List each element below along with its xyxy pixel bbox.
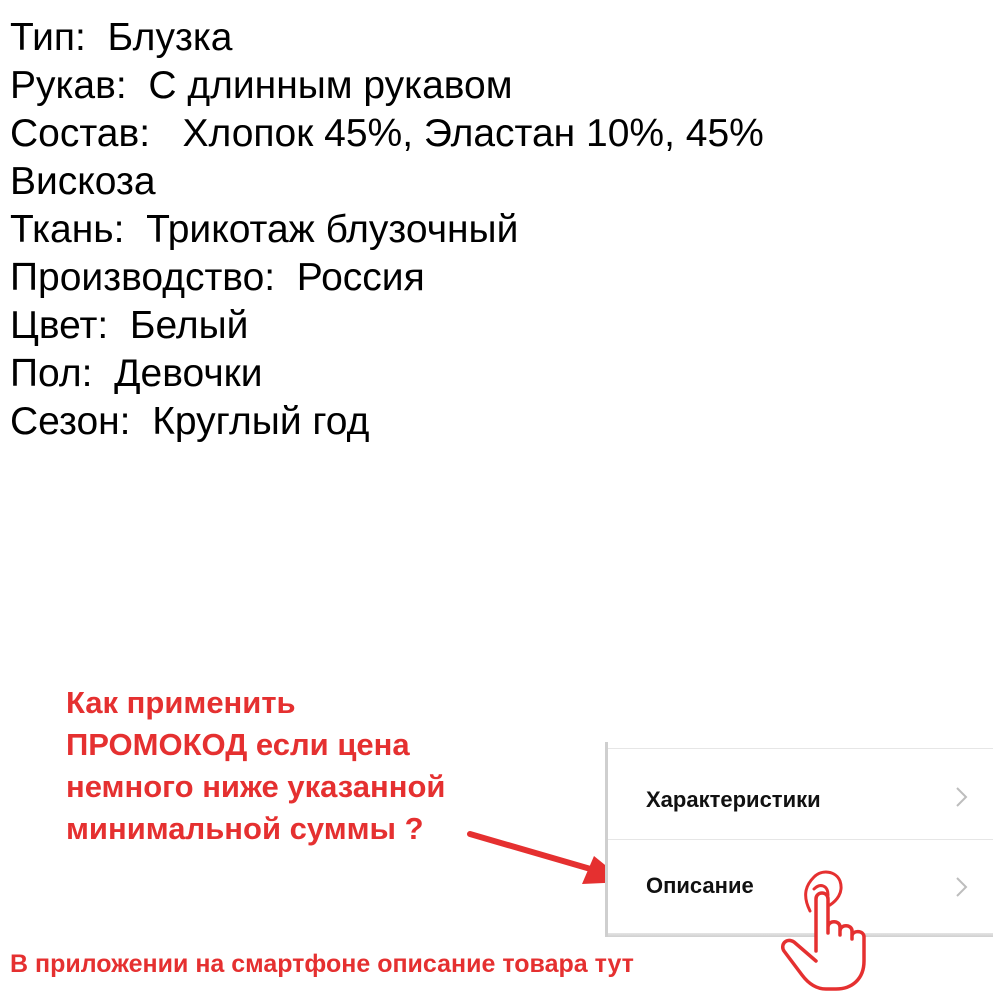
spec-value: Россия: [296, 256, 425, 299]
spec-label: Цвет:: [10, 304, 109, 347]
spec-label: Тип:: [10, 16, 86, 59]
spec-value: С длинным рукавом: [148, 64, 513, 107]
promo-line: минимальной суммы ?: [66, 811, 424, 846]
menu-item-label: Характеристики: [646, 787, 821, 812]
spec-value: Блузка: [107, 16, 233, 59]
footer-hint: В приложении на смартфоне описание товара тут: [10, 950, 634, 978]
menu-item-characteristics[interactable]: [608, 748, 993, 840]
spec-label: Ткань:: [10, 208, 125, 251]
spec-production: [10, 254, 870, 302]
chevron-right-icon: [951, 785, 971, 809]
spec-label: Производство:: [10, 256, 276, 299]
spec-value: Трикотаж блузочный: [146, 208, 519, 251]
promo-line: немного ниже указанной: [66, 769, 446, 804]
promo-line: Как применить: [66, 685, 296, 720]
hand-pointer-icon: [770, 865, 880, 995]
product-specs: [10, 14, 870, 446]
menu-item-label: Описание: [646, 873, 754, 898]
spec-label: Состав:: [10, 112, 151, 155]
spec-value: Белый: [129, 304, 249, 347]
promo-line: ПРОМОКОД если цена: [66, 727, 410, 762]
spec-value: Круглый год: [152, 400, 370, 443]
spec-color: [10, 302, 870, 350]
spec-composition: [10, 110, 870, 206]
spec-label: Пол:: [10, 352, 93, 395]
spec-label: Рукав:: [10, 64, 127, 107]
spec-season: [10, 398, 870, 446]
spec-gender: [10, 350, 870, 398]
spec-value: Хлопок 45%, Эластан 10%, 45% Вискоза: [10, 112, 764, 203]
spec-value: Девочки: [114, 352, 263, 395]
spec-type: [10, 14, 870, 62]
spec-sleeve: [10, 62, 870, 110]
spec-label: Сезон:: [10, 400, 131, 443]
spec-fabric: [10, 206, 870, 254]
chevron-right-icon: [951, 875, 971, 899]
